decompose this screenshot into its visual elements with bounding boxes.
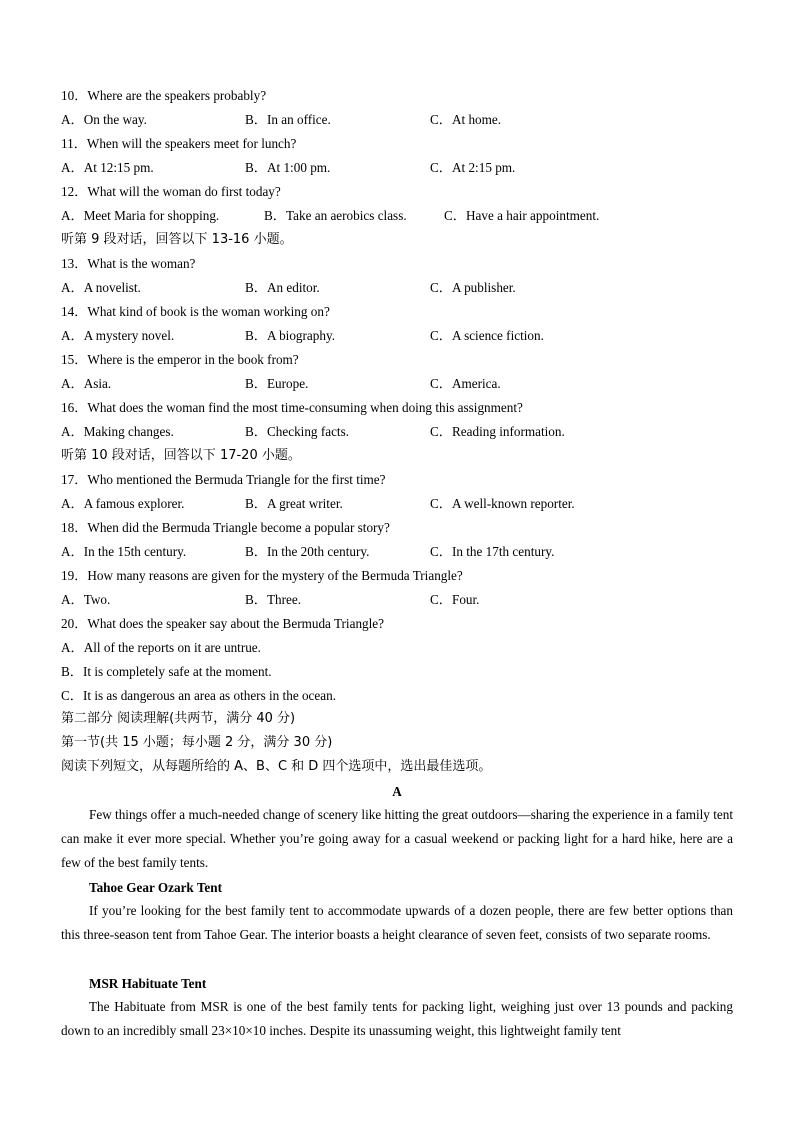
option-c: C．Four. bbox=[430, 592, 480, 607]
question-stem: 15．Where is the emperor in the book from? bbox=[61, 352, 299, 367]
option-a: A．Two. bbox=[61, 592, 111, 607]
question-stem: 13．What is the woman? bbox=[61, 256, 196, 271]
tent-title: Tahoe Gear Ozark Tent bbox=[89, 880, 222, 895]
option-a: A．In the 15th century. bbox=[61, 544, 187, 559]
passage-label: A bbox=[392, 784, 402, 799]
option-b: B．In the 20th century. bbox=[245, 544, 370, 559]
tent-description: If you’re looking for the best family tent to accommodate upwards of a dozen people, there are few better options than this three-season tent from Tahoe Gear. The interior boasts a height clearance of seven feet, consists of two separate rooms. bbox=[61, 903, 733, 942]
option-a: A．Asia. bbox=[61, 376, 112, 391]
option-c: C．A well-known reporter. bbox=[430, 496, 575, 511]
dialog-instruction: 听第 10 段对话，回答以下 17-20 小题。 bbox=[61, 448, 301, 463]
question-stem: 11．When will the speakers meet for lunch? bbox=[61, 136, 297, 151]
option-c: C．A publisher. bbox=[430, 280, 516, 295]
option-a: A．On the way. bbox=[61, 112, 147, 127]
option-a: A．A famous explorer. bbox=[61, 496, 185, 511]
option-c: C．A science fiction. bbox=[430, 328, 544, 343]
question-stem: 12．What will the woman do first today? bbox=[61, 184, 281, 199]
option-c: C．Have a hair appointment. bbox=[444, 208, 600, 223]
reading-directions: 阅读下列短文，从每题所给的 A、B、C 和 D 四个选项中，选出最佳选项。 bbox=[61, 759, 492, 774]
option-b: B．Take an aerobics class. bbox=[264, 208, 407, 223]
option-a: A．Meet Maria for shopping. bbox=[61, 208, 220, 223]
option-c: C．In the 17th century. bbox=[430, 544, 555, 559]
option-b: B．An editor. bbox=[245, 280, 320, 295]
option-b: B．Three. bbox=[245, 592, 302, 607]
option-c: C．America. bbox=[430, 376, 501, 391]
option-c: C．It is as dangerous an area as others in the ocean. bbox=[61, 688, 337, 703]
dialog-instruction: 听第 9 段对话，回答以下 13-16 小题。 bbox=[61, 232, 293, 247]
option-a: A．A mystery novel. bbox=[61, 328, 175, 343]
option-b: B．In an office. bbox=[245, 112, 331, 127]
option-a: A．All of the reports on it are untrue. bbox=[61, 640, 261, 655]
section-title: 第一节(共 15 小题；每小题 2 分，满分 30 分) bbox=[61, 735, 333, 750]
question-stem: 20．What does the speaker say about the Bermuda Triangle? bbox=[61, 616, 385, 631]
option-c: C．At home. bbox=[430, 112, 502, 127]
option-b: B．A biography. bbox=[245, 328, 335, 343]
option-a: A．At 12:15 pm. bbox=[61, 160, 154, 175]
question-stem: 10．Where are the speakers probably? bbox=[61, 88, 267, 103]
option-b: B．Checking facts. bbox=[245, 424, 350, 439]
option-a: A．Making changes. bbox=[61, 424, 174, 439]
option-b: B．At 1:00 pm. bbox=[245, 160, 331, 175]
option-c: C．Reading information. bbox=[430, 424, 565, 439]
option-b: B．Europe. bbox=[245, 376, 309, 391]
option-b: B．A great writer. bbox=[245, 496, 343, 511]
question-stem: 16．What does the woman find the most time-consuming when doing this assignment? bbox=[61, 400, 523, 415]
question-stem: 17．Who mentioned the Bermuda Triangle for the first time? bbox=[61, 472, 386, 487]
question-stem: 14．What kind of book is the woman working on? bbox=[61, 304, 330, 319]
option-c: C．At 2:15 pm. bbox=[430, 160, 516, 175]
option-a: A．A novelist. bbox=[61, 280, 141, 295]
question-stem: 19．How many reasons are given for the mystery of the Bermuda Triangle? bbox=[61, 568, 463, 583]
option-b: B．It is completely safe at the moment. bbox=[61, 664, 272, 679]
tent-title: MSR Habituate Tent bbox=[89, 976, 207, 991]
part-title: 第二部分 阅读理解(共两节，满分 40 分) bbox=[61, 711, 296, 726]
question-stem: 18．When did the Bermuda Triangle become a popular story? bbox=[61, 520, 390, 535]
tent-description: The Habituate from MSR is one of the best family tents for packing light, weighing just over 13 pounds and packing down to an incredibly small 23×10×10 inches. Despite its unassuming weight, this lightweight family tent bbox=[61, 999, 733, 1038]
passage-intro: Few things offer a much-needed change of scenery like hitting the great outdoors—sharing the experience in a family tent can make it ever more special. Whether you’re going away for a casual weekend or packing light for a hard hike, here are a few of the best family tents. bbox=[61, 807, 733, 870]
